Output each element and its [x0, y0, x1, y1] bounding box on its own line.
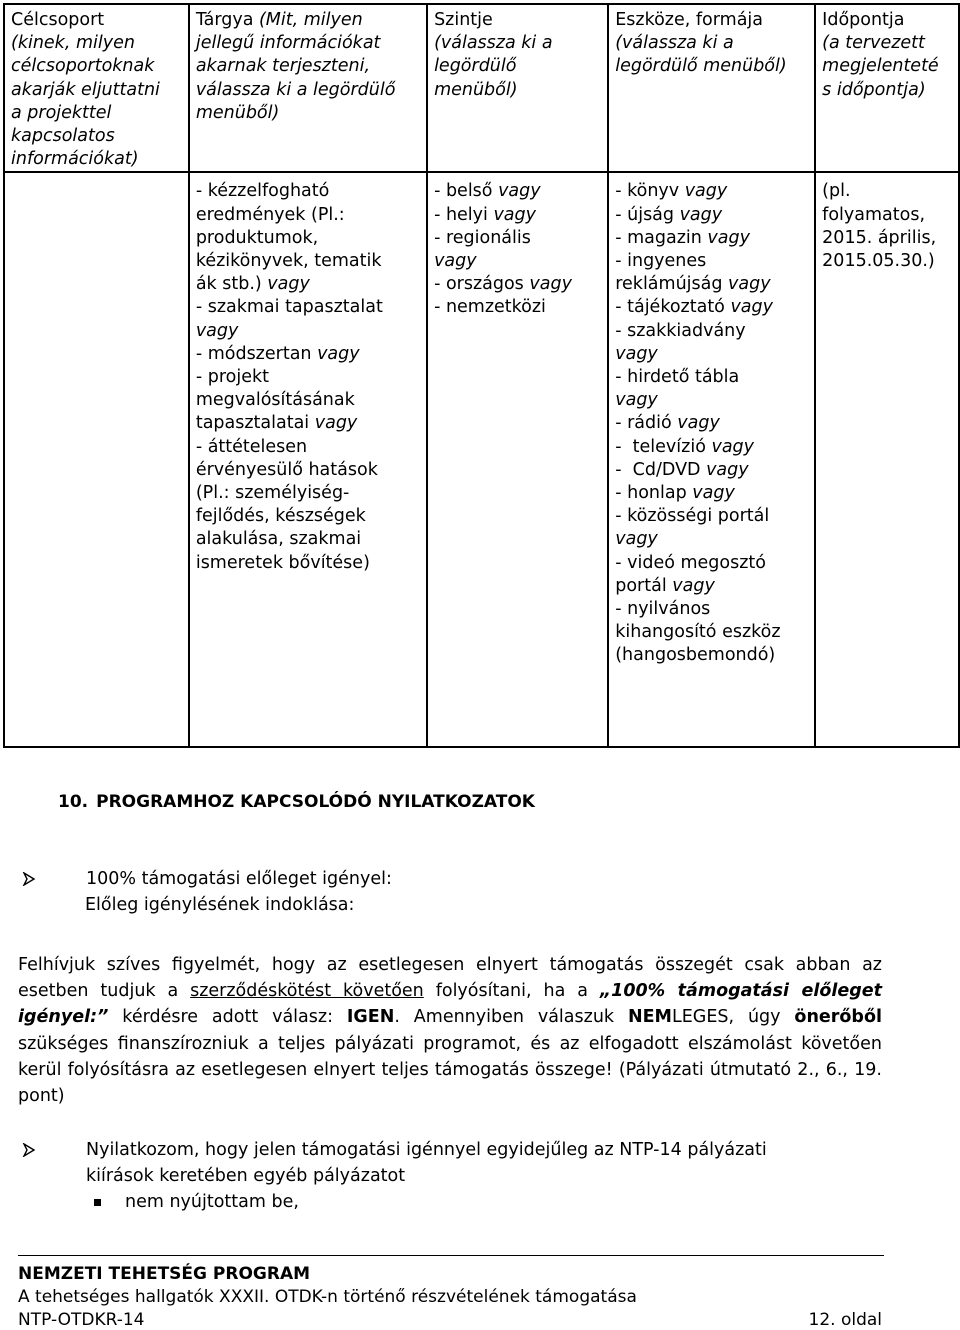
table-header-row	[4, 4, 959, 172]
option-line: - hirdető tábla	[615, 367, 740, 388]
target-group-cell[interactable]	[4, 172, 189, 747]
or-connector: vagy	[529, 274, 572, 295]
option-line: - kézzelfogható	[195, 181, 330, 202]
option-line: - Cd/DVD vagy	[615, 459, 749, 480]
option-line: - helyi vagy	[434, 204, 536, 225]
option-line: - szakkiadvány	[615, 320, 746, 341]
option-line: (Pl.: személyiség-	[195, 483, 350, 504]
or-connector: vagy	[498, 181, 541, 202]
option-line: megvalósításának	[195, 390, 355, 411]
option-line: - országos vagy	[434, 274, 572, 295]
option-line: - könyv vagy	[615, 181, 728, 202]
option-line: - videó megosztó	[615, 552, 766, 573]
or-connector: vagy	[728, 274, 771, 295]
square-bullet-icon	[94, 1199, 101, 1206]
cell-line: 2015. április,	[822, 227, 937, 248]
cell-line: akarják eljuttatni	[11, 79, 160, 100]
footer-code: NTP-OTDKR-14	[18, 1310, 145, 1330]
option-line	[615, 528, 809, 551]
option-line: - projekt	[195, 367, 269, 388]
advance-payment-question: 100% támogatási előleget igényel:	[86, 869, 392, 889]
or-connector: vagy	[314, 413, 358, 434]
header-hint	[11, 32, 183, 171]
declaration-line: Nyilatkozom, hogy jelen támogatási igénnyel egyidejűleg az NTP-14 pályázati	[86, 1140, 767, 1160]
cell-line: információkat)	[11, 149, 139, 170]
declaration-line: kiírások keretében egyéb pályázatot	[86, 1166, 406, 1186]
or-connector: vagy	[684, 181, 728, 202]
notice-paragraph: Felhívjuk szíves figyelmét, hogy az esetlegesen elnyert támogatás összegét csak abban az esetben tudjuk a szerződéskötést követően folyósítani, ha a „100% támogatási előleget igényel:” kérdésre adott válasz: IGEN. Amennyiben válaszuk NEMLEGES, úgy önerőből szükséges finanszírozniuk a teljes pályázati programot, és az elfogadott elszámolást követően kerül folyósításra az esetlegesen elnyert teljes támogatás összege! (Pályázati útmutató 2., 6., 19. pont)	[18, 955, 882, 1107]
cell-line: jellegű információkat	[195, 33, 381, 54]
header-cell-subject	[189, 4, 427, 172]
option-line: fejlődés, készségek	[195, 506, 366, 527]
cell-line: s időpontja)	[822, 79, 926, 100]
option-line: - közösségi portál	[615, 506, 770, 527]
cell-line: 2015.05.30.)	[822, 251, 935, 272]
header-cell-channel	[608, 4, 815, 172]
subject-cell[interactable]	[189, 172, 427, 747]
option-line	[434, 250, 602, 273]
option-line: eredmények (Pl.:	[195, 204, 345, 225]
option-line: - honlap vagy	[615, 483, 735, 504]
option-line: produktumok,	[195, 227, 319, 248]
contract-signing-link: szerződéskötést követően	[190, 981, 424, 1002]
header-hint	[196, 32, 421, 125]
option-line: (hangosbemondó)	[615, 645, 776, 666]
option-line: kézikönyvek, tematik	[195, 251, 382, 272]
level-cell[interactable]	[427, 172, 608, 747]
arrow-bullet-icon	[22, 1143, 36, 1157]
option-line: - televízió vagy	[615, 436, 755, 457]
cell-line: (pl.	[822, 181, 851, 202]
or-connector: vagy	[730, 297, 773, 318]
cell-line: menüből)	[434, 79, 518, 100]
header-label: Tárgya (Mit, milyen	[195, 10, 363, 30]
declaration-item	[86, 1137, 882, 1189]
cell-line: folyamatos,	[822, 204, 926, 225]
option-line: érvényesülő hatások	[195, 459, 378, 480]
or-connector: vagy	[615, 390, 658, 411]
or-connector: vagy	[707, 227, 750, 248]
option-line	[196, 320, 421, 343]
cell-line: célcsoportoknak	[11, 56, 155, 77]
option-line: tapasztalatai vagy	[195, 413, 358, 434]
cell-line: (válassza ki a	[615, 33, 734, 54]
or-connector: vagy	[615, 529, 658, 550]
or-connector: vagy	[692, 483, 735, 504]
or-connector: vagy	[615, 343, 658, 364]
cell-line: válassza ki a legördülő	[195, 79, 396, 100]
header-label: Eszköze, formája	[615, 10, 764, 30]
header-hint	[615, 32, 809, 78]
option-line: kihangosító eszköz	[615, 622, 781, 643]
option-line: - regionális	[434, 227, 531, 248]
option-line: - rádió vagy	[615, 413, 720, 434]
cell-line: (kinek, milyen	[11, 33, 135, 54]
footer-subtitle: A tehetséges hallgatók XXXII. OTDK-n történő részvételének támogatása	[18, 1287, 637, 1307]
header-hint	[434, 32, 602, 102]
header-cell-level	[427, 4, 608, 172]
section-heading	[58, 792, 535, 812]
option-line: alakulása, szakmai	[195, 529, 362, 550]
or-connector: vagy	[672, 575, 715, 596]
advance-justification-label: Előleg igénylésének indoklása:	[85, 895, 355, 915]
channel-cell[interactable]	[608, 172, 815, 747]
advance-payment-item	[86, 866, 392, 918]
table-body-row	[4, 172, 959, 747]
option-line: - módszertan vagy	[195, 343, 360, 364]
cell-line: (a tervezett	[822, 33, 925, 54]
section-title: PROGRAMHOZ KAPCSOLÓDÓ NYILATKOZATOK	[96, 792, 535, 812]
cell-line: akarnak terjeszteni,	[195, 56, 371, 77]
dissemination-table	[3, 3, 960, 748]
or-connector: vagy	[677, 413, 720, 434]
cell-line: a projekttel	[11, 102, 112, 123]
option-line	[615, 343, 809, 366]
or-connector: vagy	[195, 320, 239, 341]
header-cell-date	[815, 4, 959, 172]
option-line: - belső vagy	[434, 181, 541, 202]
cell-line: menüből)	[195, 102, 280, 123]
option-line: - újság vagy	[615, 204, 723, 225]
or-connector: vagy	[711, 436, 755, 457]
option-line: - szakmai tapasztalat	[195, 297, 383, 318]
or-connector: vagy	[679, 204, 723, 225]
header-label: Időpontja	[822, 10, 905, 30]
footer-divider	[18, 1255, 884, 1256]
footer-program-name: NEMZETI TEHETSÉG PROGRAM	[18, 1264, 311, 1284]
header-cell-target-group	[4, 4, 189, 172]
or-connector: vagy	[493, 204, 536, 225]
header-label: Célcsoport	[11, 10, 105, 30]
option-line: - nyilvános	[615, 599, 711, 620]
section-number: 10.	[58, 792, 89, 812]
or-connector: vagy	[434, 251, 477, 272]
date-cell[interactable]	[815, 172, 959, 747]
cell-line: (válassza ki a	[434, 33, 553, 54]
option-line: - magazin vagy	[615, 227, 750, 248]
header-hint	[822, 32, 953, 102]
cell-line: megjelenteté	[822, 56, 939, 77]
option-line: portál vagy	[615, 575, 715, 596]
header-label: Szintje	[434, 10, 493, 30]
option-line: ismeretek bővítése)	[195, 552, 370, 573]
or-connector: vagy	[706, 459, 749, 480]
arrow-bullet-icon	[22, 872, 36, 886]
option-line: ák stb.) vagy	[195, 274, 310, 295]
or-connector: vagy	[317, 343, 360, 364]
option-line: - áttételesen	[195, 436, 308, 457]
option-line: reklámújság vagy	[615, 274, 771, 295]
or-connector: vagy	[267, 274, 310, 295]
declaration-option: nem nyújtottam be,	[125, 1192, 299, 1212]
option-line: - ingyenes	[615, 251, 707, 272]
cell-line: legördülő menüből)	[615, 56, 787, 77]
page-number: 12. oldal	[808, 1310, 882, 1330]
cell-line: kapcsolatos	[11, 126, 115, 147]
option-line: - tájékoztató vagy	[615, 297, 773, 318]
option-line: - nemzetközi	[434, 297, 546, 318]
option-line	[615, 389, 809, 412]
cell-line: legördülő	[434, 56, 517, 77]
